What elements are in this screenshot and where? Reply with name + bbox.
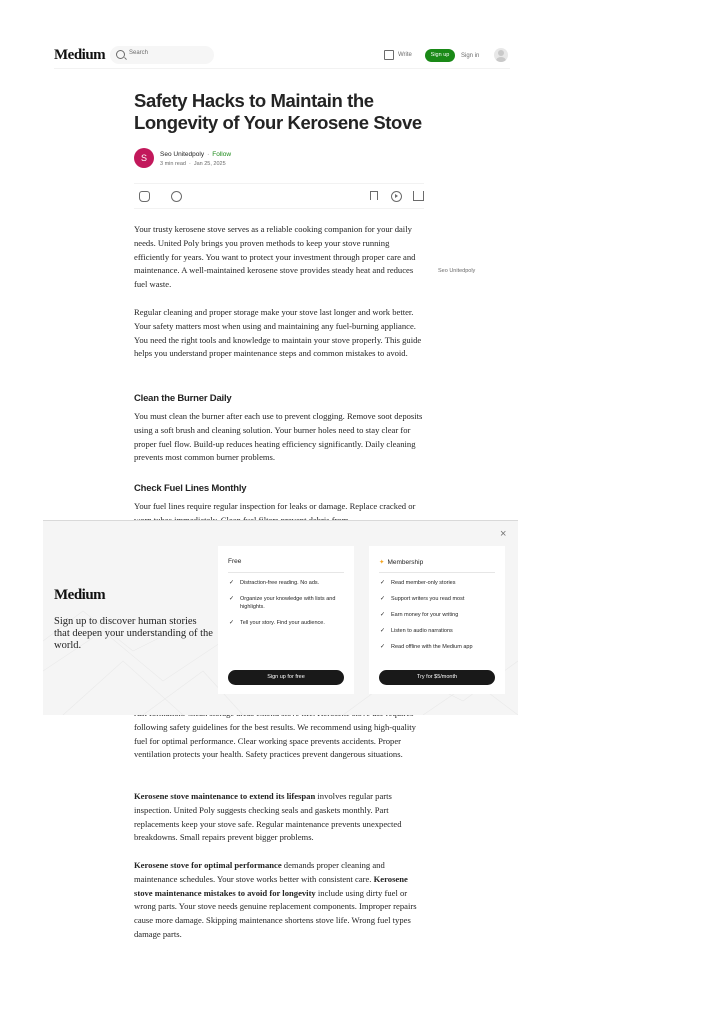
feature-item: ✓ Support writers you read most xyxy=(379,595,497,603)
membership-plan-title xyxy=(379,558,423,566)
feature-item: ✓ Organize your knowledge with lists and highlights. xyxy=(228,595,346,611)
free-plan-card xyxy=(218,546,354,694)
overlay-logo: Medium xyxy=(54,587,106,603)
feature-item: ✓ Earn money for your writing xyxy=(379,611,497,619)
author-line xyxy=(160,151,231,158)
feature-item: ✓ Listen to audio narrations xyxy=(379,627,497,635)
side-author-note: Seo Unitedpoly xyxy=(438,268,476,274)
free-plan-features xyxy=(228,579,346,635)
membership-features xyxy=(379,579,497,659)
membership-title-text: Membership xyxy=(387,559,424,566)
write-button[interactable] xyxy=(384,50,412,60)
read-time: 3 min read xyxy=(160,161,186,167)
bold-link[interactable]: Kerosene stove maintenance mistakes to avoid for longevity xyxy=(134,873,408,898)
paragraph-text: involves regular parts inspection. United Poly suggests checking seals and gaskets monthly. Part replacements keep your stove safe. Regular maintenance prevents unexpected breakdowns. Small repairs prevent bigger problems. xyxy=(134,791,402,843)
header-divider xyxy=(54,68,510,69)
paragraph: Regular cleaning and proper storage make your stove last longer and work better. Your safety matters most when using and maintaining any fuel-burning appliance. You need the right tools and knowledge to maintain your stove properly. This guide helps you understand proper maintenance steps and common mistakes to avoid. xyxy=(134,307,422,359)
search-input[interactable] xyxy=(110,46,214,64)
feature-item: ✓ Read member-only stories xyxy=(379,579,497,587)
search-placeholder: Search xyxy=(129,50,149,56)
play-icon[interactable] xyxy=(391,191,402,202)
separator: · xyxy=(207,151,210,158)
paragraph: You must clean the burner after each use to prevent clogging. Remove soot deposits using a soft brush and cleaning solution. Your burner holes need to stay clear for proper fuel flow. Build-up reduces heating efficiency significantly. Daily cleaning prevents most common burner problems. xyxy=(134,411,423,463)
sign-in-link[interactable]: Sign in xyxy=(461,53,480,59)
clap-icon[interactable] xyxy=(139,191,150,202)
close-icon[interactable]: × xyxy=(500,528,507,540)
paragraph: Your trusty kerosene stove serves as a reliable cooking companion for your daily needs. United Poly brings you proven methods to keep your stove running efficiently for years. You want to protect your investment through proper care and maintenance. A well-maintained kerosene stove provides steady heat and reduces fuel waste. xyxy=(134,224,416,290)
publish-date: Jan 25, 2025 xyxy=(193,161,226,167)
overlay-tagline: Sign up to discover human stories that deepen your understanding of the world. xyxy=(54,616,213,651)
feature-item: ✓ Read offline with the Medium app xyxy=(379,643,497,651)
paragraph: Your fuel lines require regular inspection for leaks or damage. Replace cracked or xyxy=(134,501,416,511)
user-avatar-icon[interactable] xyxy=(494,48,508,62)
follow-button[interactable]: Follow xyxy=(212,151,232,158)
search-icon xyxy=(116,50,125,59)
action-bar xyxy=(134,183,424,209)
sign-up-button[interactable]: Sign up xyxy=(425,49,455,62)
signup-overlay xyxy=(43,520,518,715)
bookmark-icon[interactable] xyxy=(370,191,378,200)
share-icon[interactable] xyxy=(413,191,424,201)
paragraph: following safety guidelines for the best results. We recommend using high-quality fuel for optimal performance. Clear working space prevents accidents. Proper ventilation protects your health. Safety practices prevent dangerous situations. xyxy=(134,721,416,760)
response-icon[interactable] xyxy=(171,191,182,202)
author-name[interactable]: Seo Unitedpoly xyxy=(160,151,205,158)
separator: · xyxy=(189,161,191,167)
bold-link[interactable]: Kerosene stove for optimal performance xyxy=(134,860,282,870)
sign-up-free-button[interactable]: Sign up for free xyxy=(228,670,344,685)
paragraph-text: include using dirty fuel or wrong parts. Your stove needs genuine replacement components. Improper repairs cause more damage. Skipping maintenance shortens stove life. Wrong fuel types damage parts. xyxy=(134,887,417,939)
article-title: Safety Hacks to Maintain the Longevity of Your Kerosene Stove xyxy=(134,90,422,133)
divider xyxy=(379,572,495,573)
author-avatar[interactable]: S xyxy=(134,148,154,168)
star-icon: ✦ xyxy=(379,559,385,566)
write-icon xyxy=(384,50,394,60)
membership-plan-card xyxy=(369,546,505,694)
paragraph xyxy=(134,859,426,942)
paragraph xyxy=(134,790,426,845)
divider xyxy=(228,572,344,573)
bold-link[interactable]: Kerosene stove maintenance to extend its lifespan xyxy=(134,791,316,801)
section-heading: Check Fuel Lines Monthly xyxy=(134,483,247,494)
article-meta xyxy=(160,161,226,167)
medium-logo[interactable]: Medium xyxy=(54,47,106,63)
try-membership-button[interactable]: Try for $5/month xyxy=(379,670,495,685)
feature-item: ✓ Tell your story. Find your audience. xyxy=(228,619,346,627)
paragraph-text: demands proper cleaning and maintenance schedules. Your stove works better with consistent care. xyxy=(134,860,385,884)
section-heading: Clean the Burner Daily xyxy=(134,393,232,404)
free-plan-title: Free xyxy=(228,558,242,565)
write-label: Write xyxy=(398,52,412,58)
feature-item: ✓ Distraction-free reading. No ads. xyxy=(228,579,346,587)
